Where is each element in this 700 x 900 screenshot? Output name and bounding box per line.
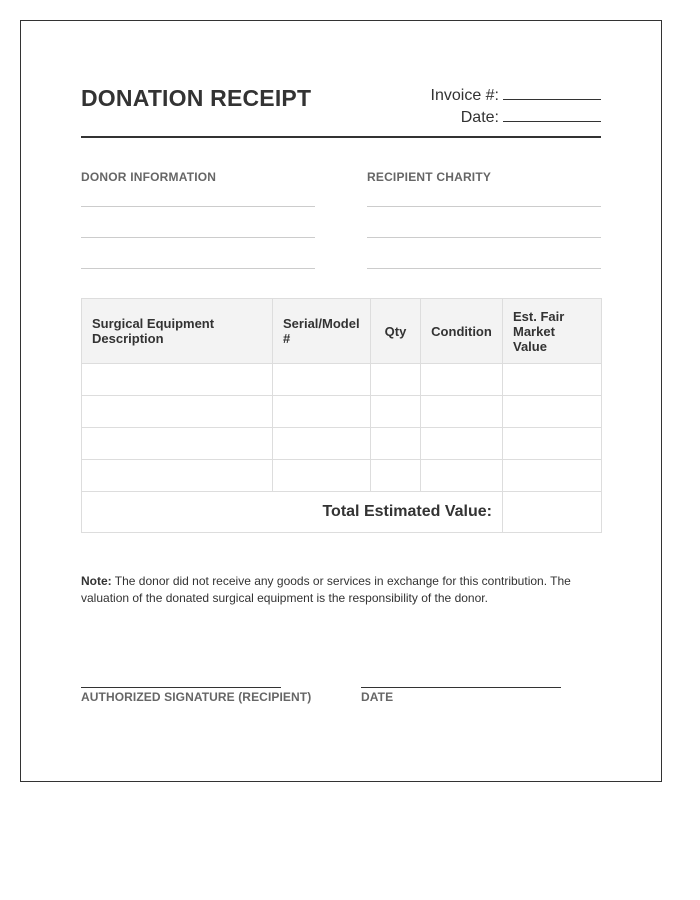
column-header-description: Surgical Equipment Description <box>82 299 273 364</box>
column-header-condition: Condition <box>421 299 503 364</box>
cell-description[interactable] <box>82 428 273 460</box>
note-text: The donor did not receive any goods or services in exchange for this contribution. The valuation of the donated surgical equipment is the responsibility of the donor. <box>81 574 571 605</box>
recipient-charity-section <box>367 169 601 269</box>
cell-condition[interactable] <box>421 428 503 460</box>
cell-serial-model[interactable] <box>273 396 371 428</box>
table-row <box>82 428 602 460</box>
equipment-table <box>81 298 602 533</box>
donor-information-label: DONOR INFORMATION <box>81 170 217 184</box>
header-divider <box>81 136 601 138</box>
recipient-line-2[interactable] <box>367 237 601 238</box>
invoice-date-row <box>431 105 601 127</box>
cell-fair-market-value[interactable] <box>503 364 602 396</box>
cell-description[interactable] <box>82 396 273 428</box>
cell-qty[interactable] <box>371 396 421 428</box>
donor-line-1[interactable] <box>81 206 315 207</box>
invoice-date-field[interactable] <box>503 105 601 122</box>
authorized-signature-line[interactable] <box>81 687 281 688</box>
recipient-line-1[interactable] <box>367 206 601 207</box>
cell-fair-market-value[interactable] <box>503 428 602 460</box>
invoice-meta <box>431 83 601 127</box>
donor-line-2[interactable] <box>81 237 315 238</box>
table-header-row <box>82 299 602 364</box>
receipt-page <box>20 20 662 782</box>
authorized-signature-block <box>81 687 312 704</box>
invoice-number-field[interactable] <box>503 83 601 100</box>
cell-fair-market-value[interactable] <box>503 396 602 428</box>
table-body <box>82 364 602 533</box>
donor-line-3[interactable] <box>81 268 315 269</box>
column-header-fair-market-value: Est. Fair Market Value <box>503 299 602 364</box>
cell-qty[interactable] <box>371 460 421 492</box>
donor-note <box>81 573 601 607</box>
cell-fair-market-value[interactable] <box>503 460 602 492</box>
table-row <box>82 364 602 396</box>
cell-qty[interactable] <box>371 364 421 396</box>
recipient-charity-label: RECIPIENT CHARITY <box>367 170 492 184</box>
table-row <box>82 460 602 492</box>
cell-condition[interactable] <box>421 396 503 428</box>
signature-date-block <box>361 687 561 704</box>
cell-condition[interactable] <box>421 364 503 396</box>
cell-condition[interactable] <box>421 460 503 492</box>
table-row <box>82 396 602 428</box>
cell-serial-model[interactable] <box>273 364 371 396</box>
authorized-signature-label: AUTHORIZED SIGNATURE (RECIPIENT) <box>81 690 312 704</box>
invoice-number-row <box>431 83 601 105</box>
cell-serial-model[interactable] <box>273 460 371 492</box>
total-row <box>82 492 602 533</box>
cell-serial-model[interactable] <box>273 428 371 460</box>
total-estimated-value-label: Total Estimated Value: <box>82 492 503 533</box>
cell-description[interactable] <box>82 460 273 492</box>
column-header-serial-model: Serial/Model # <box>273 299 371 364</box>
receipt-header <box>81 83 601 139</box>
recipient-line-3[interactable] <box>367 268 601 269</box>
signature-date-line[interactable] <box>361 687 561 688</box>
note-label: Note: <box>81 574 112 588</box>
cell-description[interactable] <box>82 364 273 396</box>
total-estimated-value-cell[interactable] <box>503 492 602 533</box>
signature-date-label: DATE <box>361 690 394 704</box>
cell-qty[interactable] <box>371 428 421 460</box>
invoice-date-label: Date: <box>460 109 499 126</box>
page-title: DONATION RECEIPT <box>81 85 312 111</box>
donor-information-section <box>81 169 315 269</box>
column-header-qty: Qty <box>371 299 421 364</box>
invoice-number-label: Invoice #: <box>430 87 499 104</box>
